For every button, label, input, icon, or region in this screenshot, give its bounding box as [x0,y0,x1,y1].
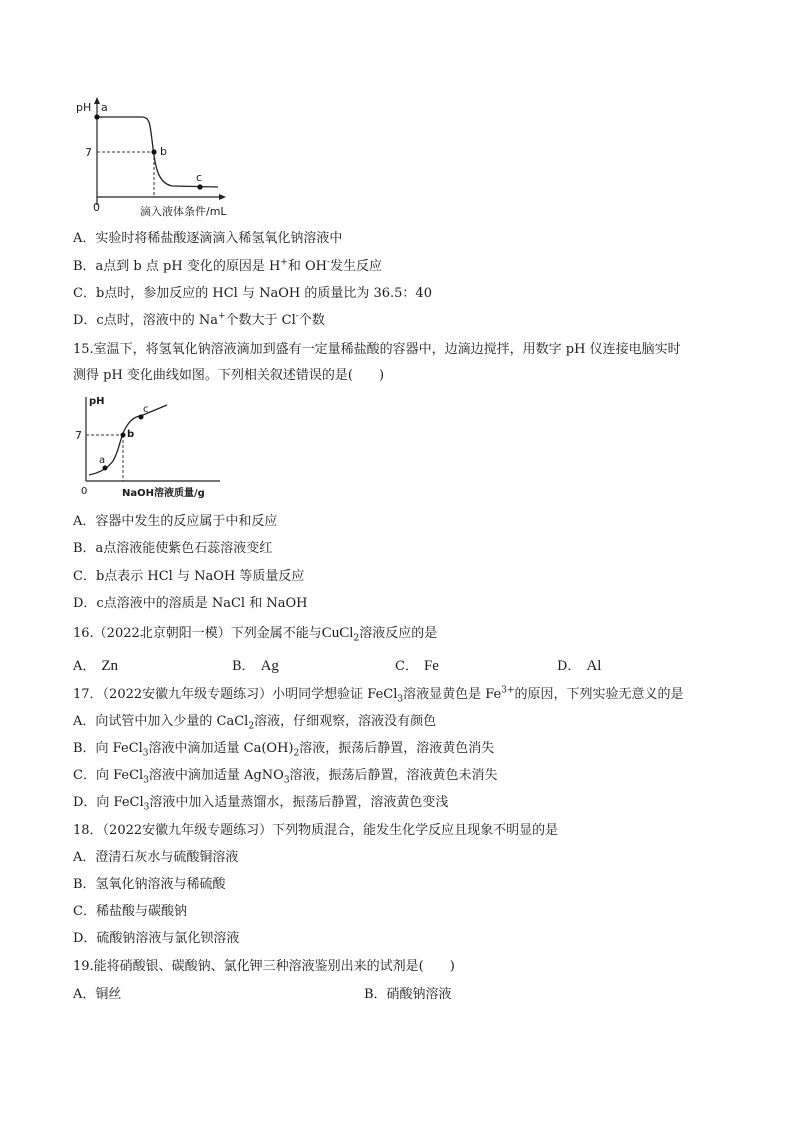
point-a [94,114,99,119]
x-axis-label: NaOH溶液质量/g [122,488,205,499]
point-c [197,184,202,189]
sup: 3+ [501,685,515,696]
label-origin: 0 [93,201,100,214]
text: D．c点时，溶液中的 Na [73,313,218,328]
q14-option-d [73,312,325,330]
text: B．a点到 b 点 pH 变化的原因是 H [73,259,281,274]
text: D．向 FeCl [73,795,144,810]
label-origin: 0 [81,486,88,497]
text: 溶液，振荡后静置，溶液黄色未消失 [289,768,498,783]
sub: 3 [283,775,290,786]
label-c: c [143,404,149,415]
q16-option-c [395,657,439,676]
y-axis-arrow [94,97,100,104]
q17-option-a [73,713,436,731]
q16-option-b [232,657,279,676]
q17-option-b [73,740,494,758]
q15-option-d: D．c点溶液中的溶质是 NaCl 和 NaOH [73,596,308,611]
q15-option-c: C．b点表示 HCl 与 NaOH 等质量反应 [73,569,305,584]
text: 溶液反应的是 [359,626,438,641]
label-a: a [101,101,108,114]
label-seven: 7 [85,146,92,159]
text: 溶液显黄色是 Fe [403,687,502,702]
sub: 3 [143,775,149,786]
label-b: b [160,145,167,158]
label-seven: 7 [75,429,82,442]
sub: 3 [397,694,404,705]
sub: 2 [248,721,255,732]
q17-option-d [73,794,448,812]
sub: 3 [142,748,149,759]
q19-option-b: B．硝酸钠溶液 [364,987,452,1002]
text: B．向 FeCl [73,741,143,756]
q18-option-d: D．硫酸钠溶液与氯化钡溶液 [73,931,240,946]
q15-stem-line1: 15.室温下，将氢氧化钠溶液滴加到盛有一定量稀盐酸的容器中，边滴边搅拌，用数字 pH 仪连接电脑实时 [73,342,681,357]
text: 溶液中滴加适量 Ca(OH) [148,741,294,756]
formula-cucl2: CuCl [321,625,354,641]
sub: 2 [293,748,300,759]
y-axis-label: pH [76,101,92,114]
sub: 3 [143,802,150,813]
text: 溶液，振荡后静置，溶液黄色消失 [299,741,495,756]
text: A．向试管中加入少量的 CaCl [73,714,249,729]
label-a: a [99,455,106,466]
sub: 2 [353,633,360,644]
option-value: Ag [260,658,279,674]
q14-option-b [73,258,382,276]
text: 个数 [298,313,325,328]
text: 个数大于 Cl [225,313,296,328]
q18-option-b: B．氢氧化钠溶液与稀硫酸 [73,877,226,892]
point-c [139,415,144,420]
text: 16.（2022北京朝阳一模）下列金属不能与 [73,626,322,641]
q18-stem: 18．（2022安徽九年级专题练习）下列物质混合，能发生化学反应且现象不明显的是 [73,823,559,838]
q15-option-a: A．容器中发生的反应属于中和反应 [73,514,278,529]
q14-option-a: A．实验时将稀盐酸逐滴滴入稀氢氧化钠溶液中 [73,231,343,246]
text: 溶液中加入适量蒸馏水，振荡后静置，溶液黄色变浅 [149,795,449,810]
text: C．向 FeCl [73,768,144,783]
q16-option-d [557,657,601,676]
q16-stem [73,624,437,643]
option-letter: C． [395,659,418,674]
q14-option-c: C．b点时，参加反应的 HCl 与 NaOH 的质量比为 36.5：40 [73,286,432,301]
point-b [121,433,126,438]
text: 溶液，仔细观察，溶液没有颜色 [254,714,437,729]
sup: + [280,257,288,268]
x-axis-arrow [219,194,226,200]
q19-stem: 19.能将硝酸银、碳酸钠、氯化钾三种溶液鉴别出来的试剂是( ) [73,959,455,974]
q17-stem [73,686,684,704]
point-b [151,149,156,154]
text: 17．（2022安徽九年级专题练习）小明同学想验证 FeCl [73,687,398,702]
q15-option-b: B．a点溶液能使紫色石蕊溶液变红 [73,541,273,556]
q18-option-a: A．澄清石灰水与硫酸铜溶液 [73,850,239,865]
y-axis-label: pH [89,396,105,407]
q18-option-c: C．稀盐酸与碳酸钠 [73,904,187,919]
q15-stem-line2: 测得 pH 变化曲线如图。下列相关叙述错误的是( ) [73,368,385,383]
option-letter: B． [232,659,255,674]
option-value: Zn [101,658,119,674]
label-c: c [196,171,203,184]
label-b: b [127,429,135,440]
sup: + [217,311,226,322]
text: 和 OH [287,259,327,274]
text: 发生反应 [330,259,383,274]
sup: - [326,257,331,268]
option-value: Fe [423,658,439,674]
q16-option-a [73,657,118,676]
sup: - [295,311,299,322]
text: 的原因，下列实验无意义的是 [514,687,684,702]
point-a [103,466,108,471]
option-letter: D． [557,659,581,674]
text: 溶液中滴加适量 AgNO [148,768,284,783]
x-axis-label: 滴入液体条件/mL [140,205,227,218]
q17-option-c [73,767,498,785]
q19-option-a: A．铜丝 [73,987,122,1002]
ph-graph-q14 [70,95,250,220]
option-value: Al [586,658,602,674]
ph-graph-q15 [75,393,235,503]
option-letter: A． [73,659,96,674]
